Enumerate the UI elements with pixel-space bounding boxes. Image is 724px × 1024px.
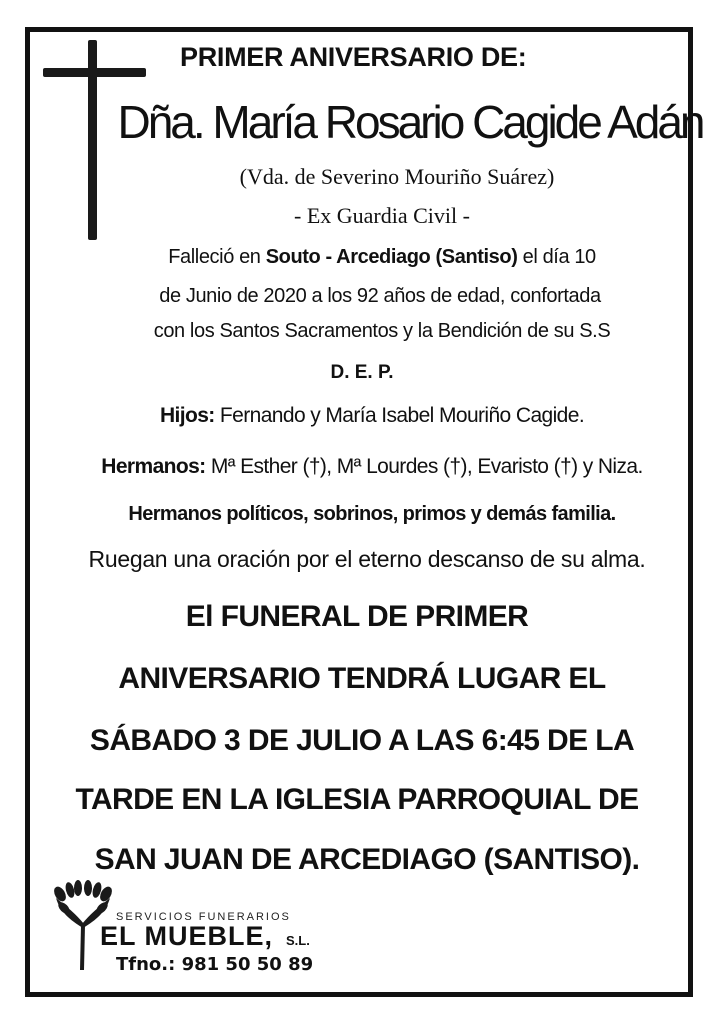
siblings-line xyxy=(10,455,724,479)
family-line: Hermanos políticos, sobrinos, primos y demás familia. xyxy=(128,503,616,525)
funeral-line: ANIVERSARIO TENDRÁ LUGAR EL xyxy=(118,662,606,695)
notice-header: PRIMER ANIVERSARIO DE: xyxy=(180,42,527,72)
death-place: Souto - Arcediago (Santiso) xyxy=(265,246,518,268)
children-names: Fernando y María Isabel Mouriño Cagide. xyxy=(214,404,585,427)
siblings-label: Hermanos: xyxy=(101,455,206,478)
ex-title: - Ex Guardia Civil - xyxy=(294,203,470,228)
funeral-line: SÁBADO 3 DE JULIO A LAS 6:45 DE LA xyxy=(89,724,635,757)
company-subtitle: SERVICIOS FUNERARIOS xyxy=(116,911,291,923)
children-label: Hijos: xyxy=(159,404,215,427)
death-line-2: de Junio de 2020 a los 92 años de edad, confortada xyxy=(159,285,601,307)
deceased-name: Dña. María Rosario Cagide Adán xyxy=(117,96,703,148)
siblings-names: Mª Esther (†), Mª Lourdes (†), Evaristo (†) y Niza. xyxy=(205,455,643,478)
company-phone: Tfno.: 981 50 50 89 xyxy=(116,954,314,975)
funeral-line: El FUNERAL DE PRIMER xyxy=(185,600,529,633)
dep-text: D. E. P. xyxy=(330,362,394,383)
children-line xyxy=(10,404,724,428)
widow-of: (Vda. de Severino Mouriño Suárez) xyxy=(239,164,555,189)
prayer-line: Ruegan una oración por el eterno descanso de su alma. xyxy=(88,546,646,572)
funeral-line: TARDE EN LA IGLESIA PARROQUIAL DE xyxy=(75,783,639,816)
company-name: EL MUEBLE, xyxy=(100,921,274,951)
funeral-line: SAN JUAN DE ARCEDIAGO (SANTISO). xyxy=(94,843,640,876)
company-suffix: S.L. xyxy=(286,933,310,948)
death-line-3: con los Santos Sacramentos y la Bendición de su S.S xyxy=(153,320,611,342)
death-line-1: Falleció en Souto - Arcediago (Santiso) el día 10 xyxy=(168,246,596,268)
